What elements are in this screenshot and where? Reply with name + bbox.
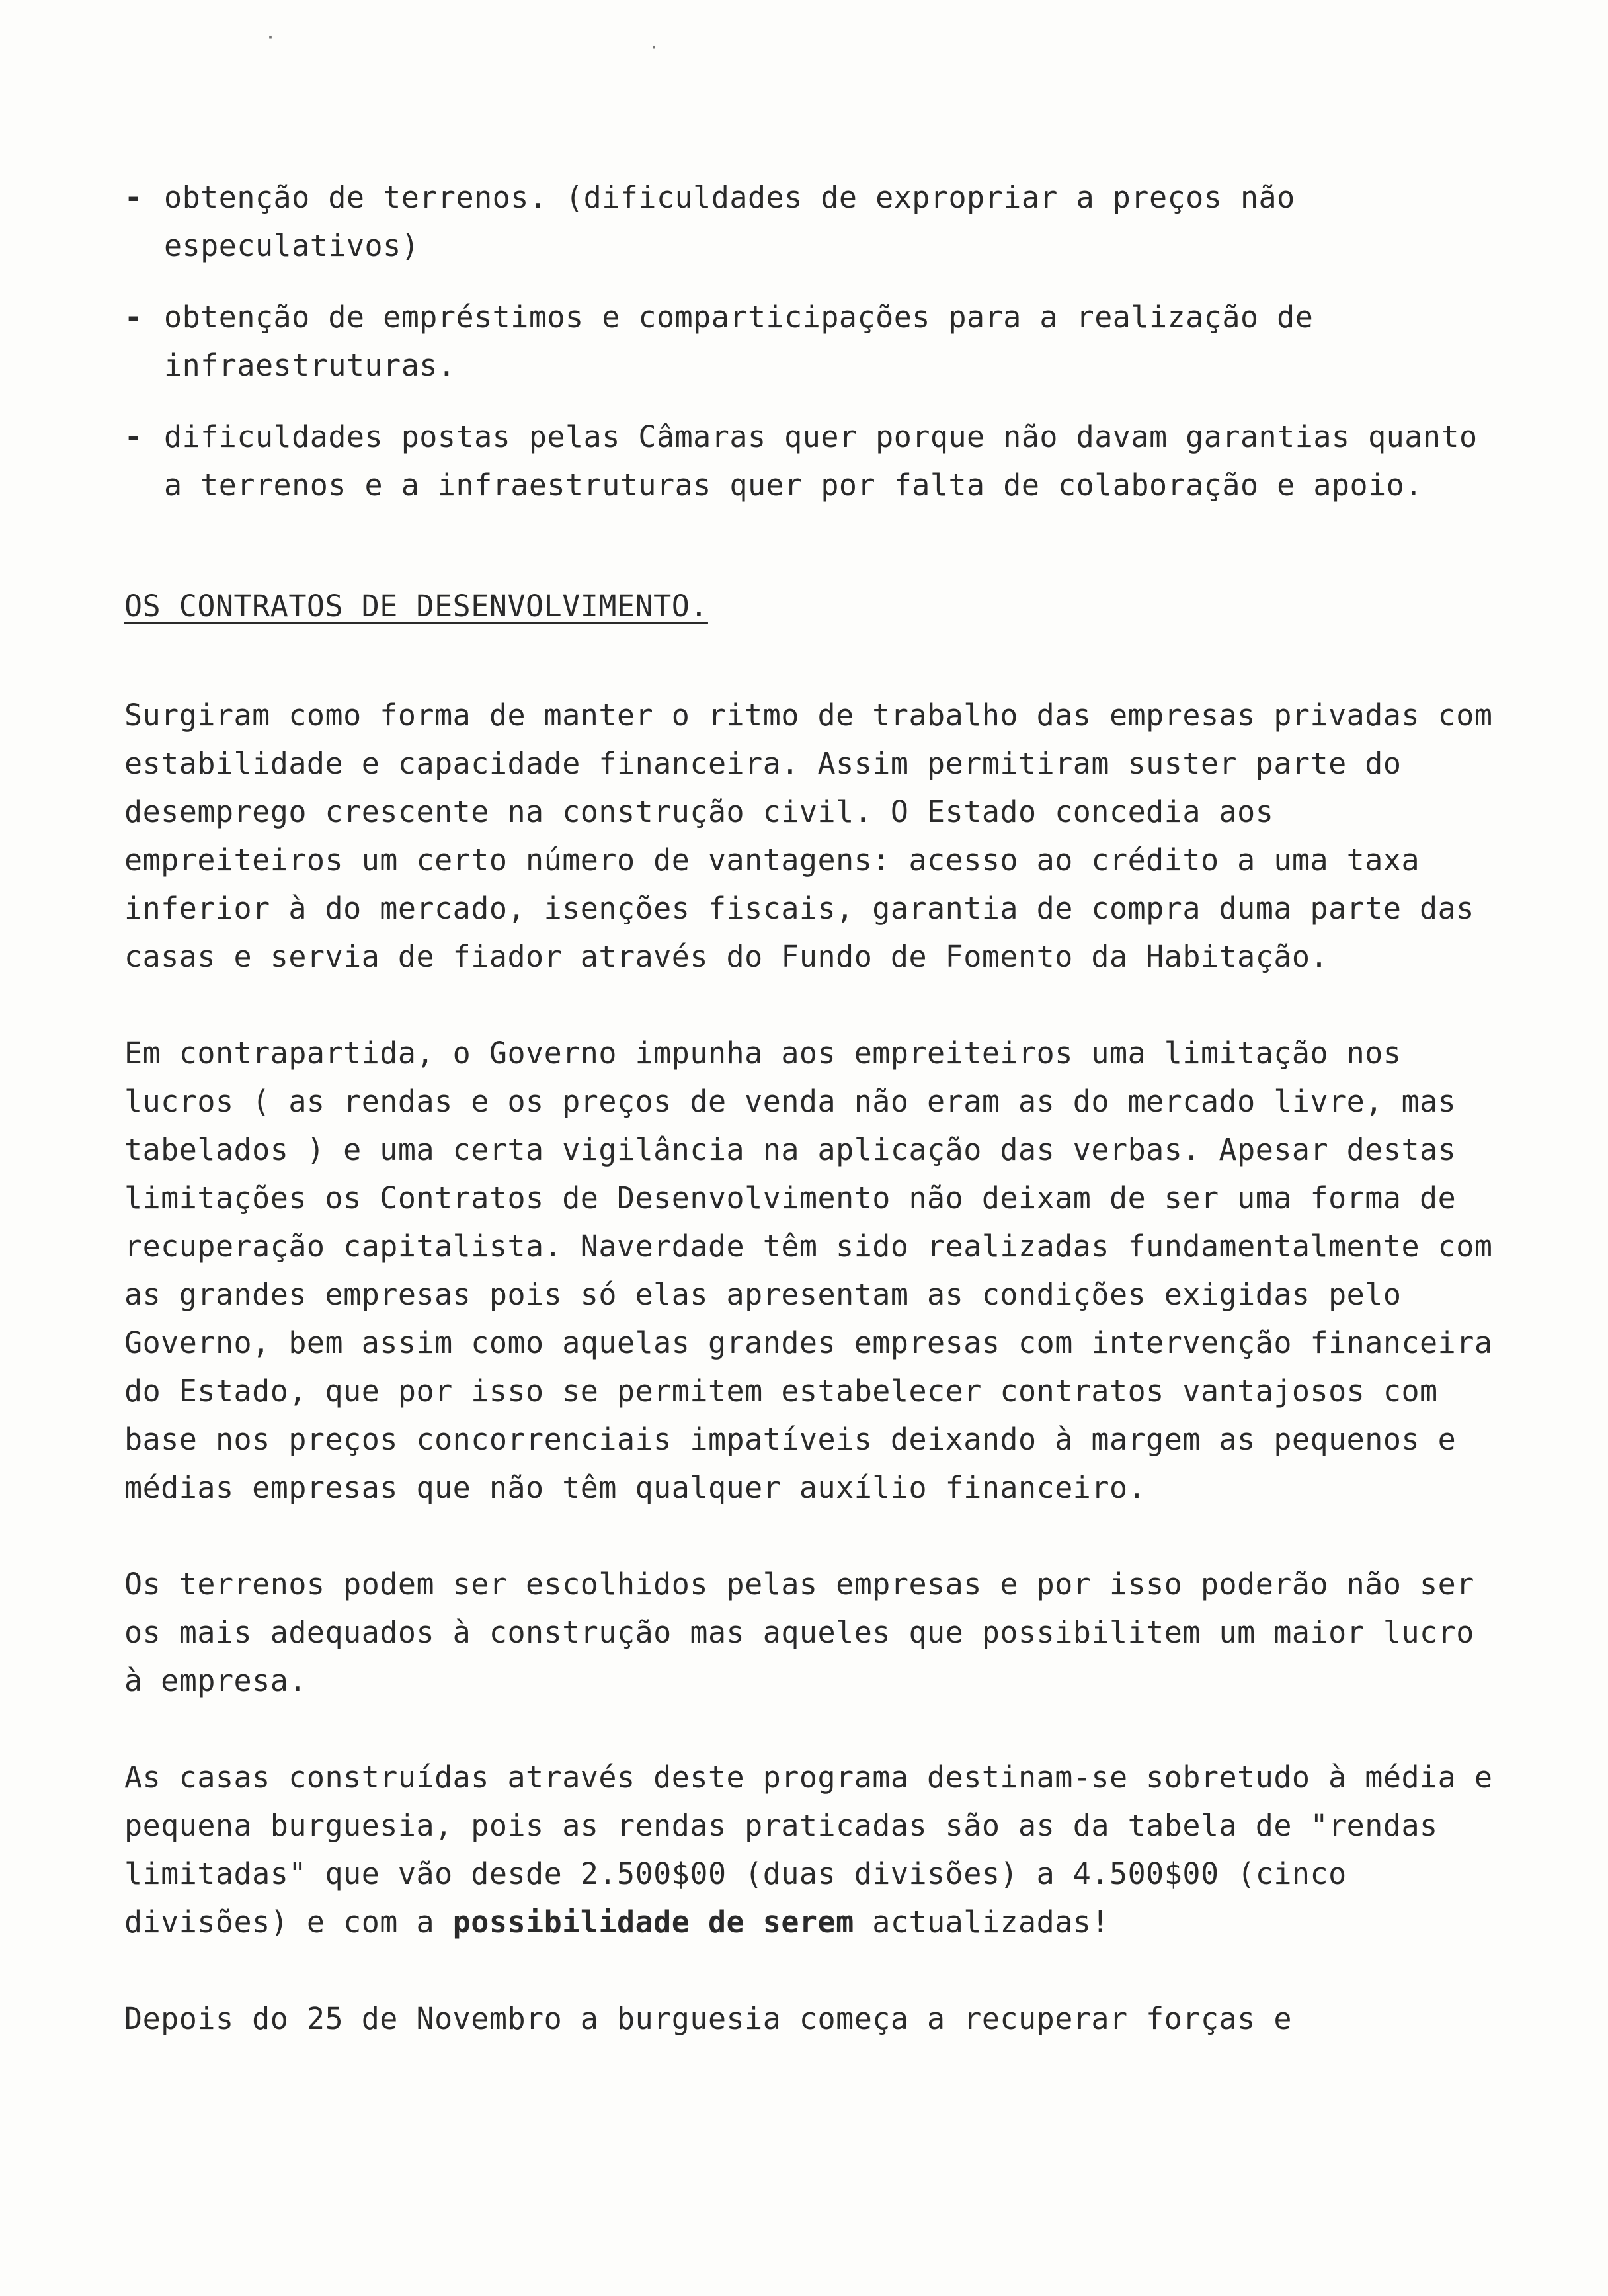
bullet-text: dificuldades postas pelas Câmaras quer porque não davam garantias quanto a terrenos e a infraestruturas quer por falta de colaboração e apoio. <box>164 419 1478 503</box>
document-body <box>124 173 1500 2091</box>
closing-line: Depois do 25 de Novembro a burguesia começa a recuperar forças e <box>124 2001 1292 2036</box>
emphasized-text: possibilidade de serem <box>452 1905 854 1940</box>
paragraph: Surgiram como forma de manter o ritmo de trabalho das empresas privadas com estabilidade e capacidade financeira. Assim permitiram suster parte do desemprego crescente na construção civil. O Estado concedia aos empreiteiros um certo número de vantagens: acesso ao crédito a uma taxa inferior à do mercado, isenções fiscais, garantia de compra duma parte das casas e servia de fiador através do Fundo de Fomento da Habitação. <box>124 698 1493 974</box>
paragraph-text: actualizadas! <box>854 1905 1109 1940</box>
bullet-dash: - <box>124 180 143 215</box>
bullet-text: obtenção de terrenos. (dificuldades de expropriar a preços não especulativos) <box>164 180 1295 263</box>
scan-speck: · <box>648 36 661 60</box>
bullet-item <box>124 293 1500 390</box>
bullet-item <box>124 413 1500 509</box>
paragraph-text: As casas construídas através deste programa destinam-se sobretudo à média e pequena burguesia, pois as rendas praticadas são as da tabela de "rendas limitadas" que vão desde 2.500$00 (duas divisões) a 4.500$00 (cinco divisões) e com a <box>124 1760 1493 1940</box>
paragraph: Os terrenos podem ser escolhidos pelas empresas e por isso poderão não ser os mais adequados à construção mas aqueles que possibilitem um maior lucro à empresa. <box>124 1567 1474 1698</box>
bullet-dash: - <box>124 419 143 454</box>
bullet-dash: - <box>124 300 143 335</box>
paragraph: Em contrapartida, o Governo impunha aos empreiteiros uma limitação nos lucros ( as rendas e os preços de venda não eram as do mercado livre, mas tabelados ) e uma certa vigilância na aplicação das verbas. Apesar destas limitações os Contratos de Desenvolvimento não deixam de ser uma forma de recuperação capitalista. Naverdade têm sido realizadas fundamentalmente com as grandes empresas pois só elas apresentam as condições exigidas pelo Governo, bem assim como aquelas grandes empresas com intervenção financeira do Estado, que por isso se permitem estabelecer contratos vantajosos com base nos preços concorrenciais impatíveis deixando à margem as pequenos e médias empresas que não têm qualquer auxílio financeiro. <box>124 1036 1493 1505</box>
scan-speck: · <box>264 26 277 50</box>
paragraph <box>124 1753 1500 1946</box>
bullet-text: obtenção de empréstimos e comparticipações para a realização de infraestruturas. <box>164 300 1314 383</box>
bullet-item <box>124 173 1500 270</box>
section-heading: OS CONTRATOS DE DESENVOLVIMENTO. <box>124 589 708 624</box>
